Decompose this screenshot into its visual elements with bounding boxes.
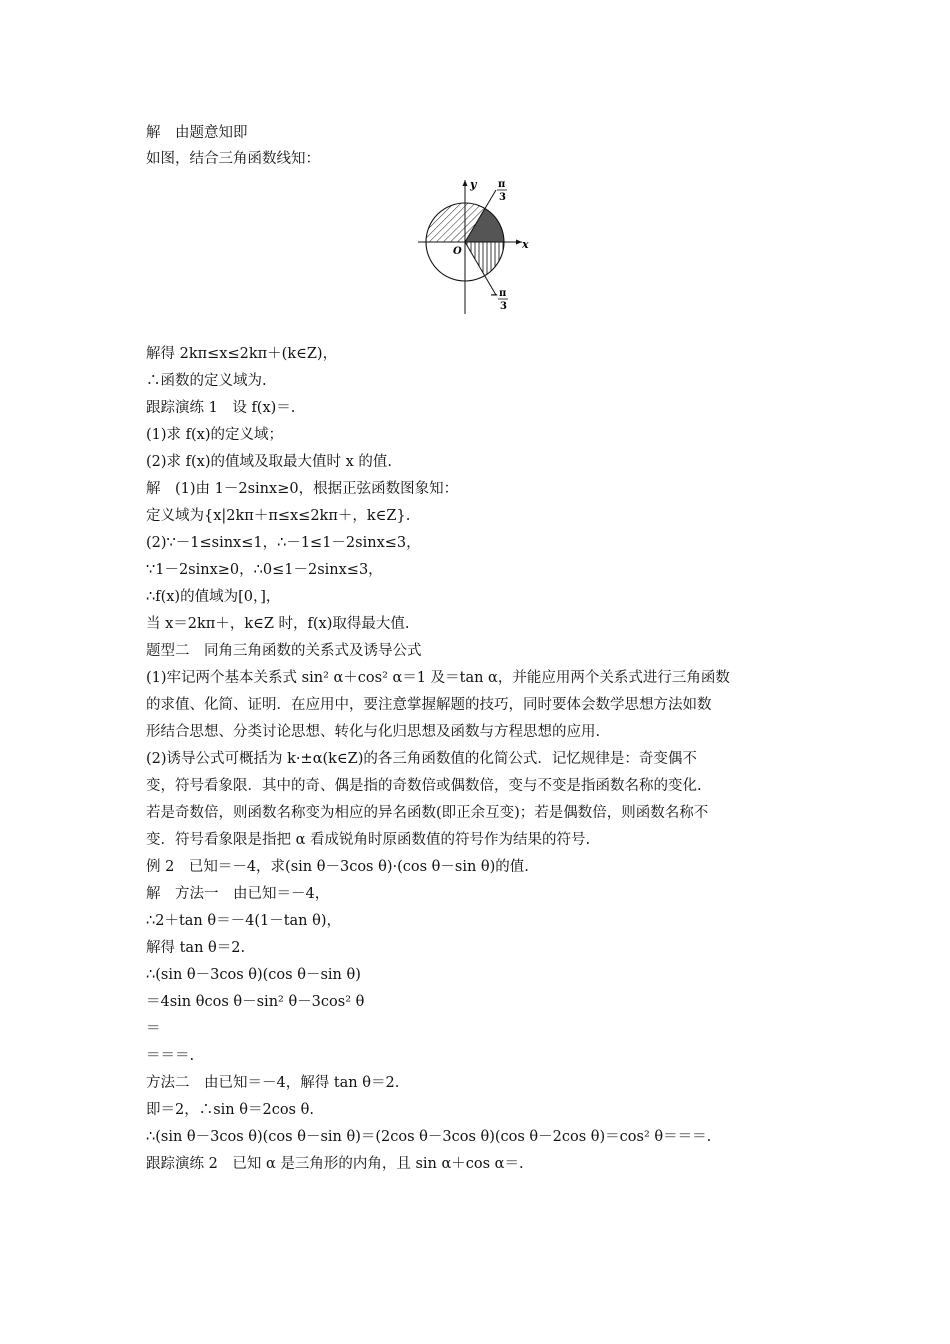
- text-line: ∴f(x)的值域为[0，]，: [146, 589, 281, 605]
- text-line: ∴2＋tan θ＝－4(1－tan θ)，: [146, 913, 342, 929]
- text-line: 解 (1)由 1－2sinx≥0，根据正弦函数图象知：: [146, 481, 459, 497]
- text-line: ∴(sin θ－3cos θ)(cos θ－sin θ): [146, 967, 361, 983]
- text-line: (2)求 f(x)的值域及取最大值时 x 的值.: [146, 454, 393, 470]
- origin-label: O: [453, 246, 462, 257]
- vertical-hatched-sector: [465, 242, 504, 276]
- text-line: (2)诱导公式可概括为 k·±α(k∈Z)的各三角函数值的化简公式．记忆规律是：奇变偶不: [146, 751, 697, 767]
- label-denominator-bottom: 3: [500, 301, 507, 312]
- text-line: ∴函数的定义域为.: [146, 373, 267, 389]
- label-pi-top: π: [498, 179, 506, 190]
- example-heading: 例 2 已知＝－4，求(sin θ－3cos θ)·(cos θ－sin θ)的值.: [146, 859, 529, 875]
- x-axis-label: x: [522, 238, 529, 251]
- text-line: 变．符号看象限是指把 α 看成锐角时原函数值的符号作为结果的符号.: [146, 832, 591, 848]
- text-line: ∴(sin θ－3cos θ)(cos θ－sin θ)＝(2cos θ－3cos θ)(cos θ－2cos θ)＝cos² θ＝＝＝.: [146, 1129, 712, 1145]
- y-axis-label: y: [470, 178, 477, 191]
- label-denominator-top: 3: [499, 192, 506, 203]
- text-line: 形结合思想、分类讨论思想、转化与化归思想及函数与方程思想的应用.: [146, 724, 601, 740]
- text-line: 解得 tan θ＝2.: [146, 940, 246, 956]
- text-line: ＝4sin θcos θ－sin² θ－3cos² θ: [146, 994, 365, 1010]
- text-line: 即＝2，∴sin θ＝2cos θ.: [146, 1102, 314, 1118]
- text-line: ∵1－2sinx≥0，∴0≤1－2sinx≤3，: [146, 562, 383, 578]
- text-line: (1)求 f(x)的定义域；: [146, 427, 284, 443]
- solution-intro-line: 解 由题意知即: [146, 125, 248, 141]
- text-line: 的求值、化简、证明．在应用中，要注意掌握解题的技巧，同时要体会数学思想方法如数: [146, 697, 712, 713]
- text-line: ＝＝＝.: [146, 1048, 195, 1064]
- y-axis-arrow: [463, 180, 468, 186]
- text-line: 跟踪演练 1 设 f(x)＝.: [146, 400, 296, 416]
- text-line: 当 x＝2kπ＋，k∈Z 时，f(x)取得最大值.: [146, 616, 410, 632]
- unit-circle-figure: [410, 176, 540, 316]
- text-line: 跟踪演练 2 已知 α 是三角形的内角，且 sin α＋cos α＝.: [146, 1156, 524, 1172]
- text-line: 解得 2kπ≤x≤2kπ＋(k∈Z)，: [146, 346, 338, 362]
- text-line: 变，符号看象限．其中的奇、偶是指的奇数倍或偶数倍，变与不变是指函数名称的变化.: [146, 778, 702, 794]
- text-line: 方法二 由已知＝－4，解得 tan θ＝2.: [146, 1075, 400, 1091]
- text-line: 定义域为{x|2kπ＋π≤x≤2kπ＋，k∈Z}.: [146, 508, 411, 524]
- figure-caption-line: 如图，结合三角函数线知：: [146, 151, 320, 167]
- text-line: (1)牢记两个基本关系式 sin² α＋cos² α＝1 及＝tan α，并能应用两个关系式进行三角函数: [146, 670, 730, 686]
- text-line: (2)∵－1≤sinx≤1，∴－1≤1－2sinx≤3，: [146, 535, 421, 551]
- label-minus-bottom: −: [490, 290, 499, 301]
- label-pi-bottom: π: [499, 288, 507, 299]
- text-line: ＝: [146, 1021, 161, 1037]
- unit-circle-svg: [410, 176, 540, 316]
- text-line: 若是奇数倍，则函数名称变为相应的异名函数(即正余互变)；若是偶数倍，则函数名称不: [146, 805, 709, 821]
- section-heading: 题型二 同角三角函数的关系式及诱导公式: [146, 643, 422, 659]
- text-line: 解 方法一 由已知＝－4，: [146, 886, 330, 902]
